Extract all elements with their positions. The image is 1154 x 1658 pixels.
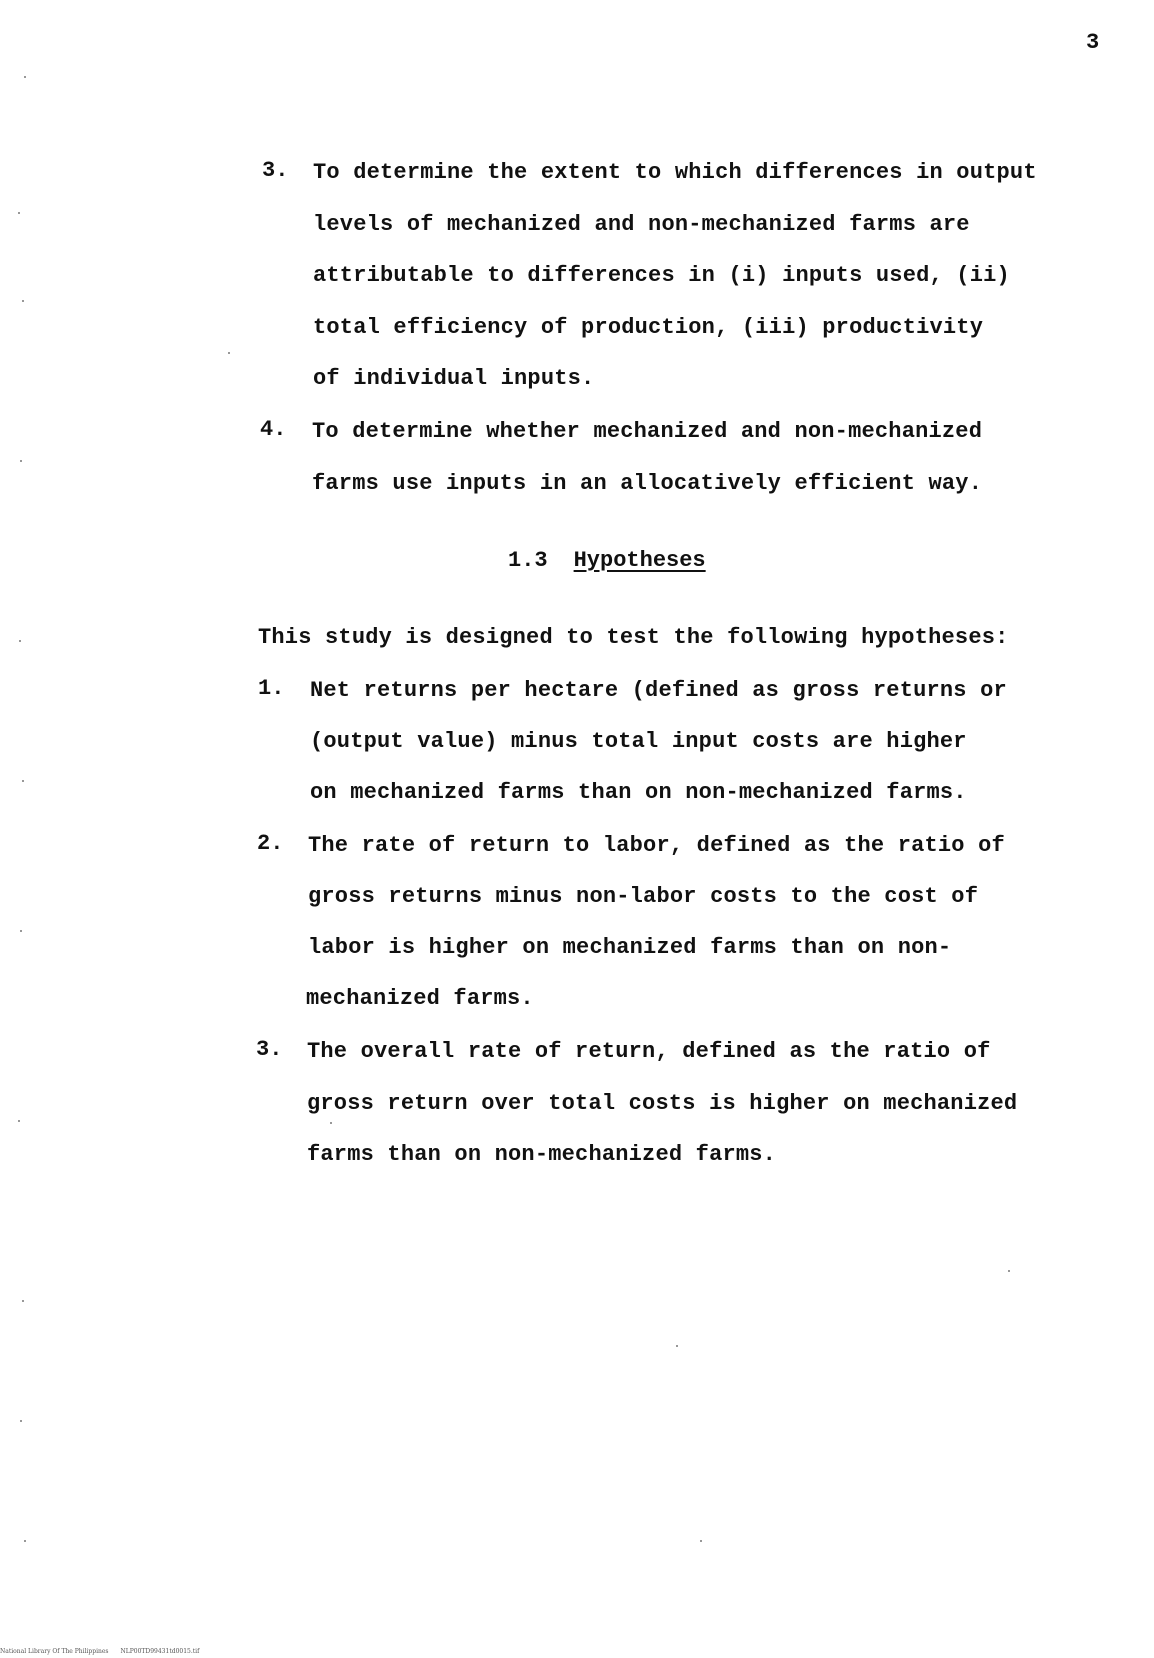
objective-line: attributable to differences in (i) inputs used, (ii) [313, 263, 1010, 288]
scan-speck [18, 1120, 20, 1122]
scan-speck [22, 300, 24, 302]
hypothesis-line: labor is higher on mechanized farms than on non- [308, 935, 952, 960]
hypothesis-number: 3. [256, 1037, 283, 1062]
objective-line: To determine whether mechanized and non-mechanized [312, 419, 983, 444]
scan-speck [676, 1345, 678, 1347]
section-title: Hypotheses [573, 548, 706, 573]
scan-speck [22, 1300, 24, 1302]
scan-speck [20, 930, 22, 932]
hypothesis-number: 2. [257, 831, 284, 856]
objective-line: of individual inputs. [313, 366, 595, 391]
hypothesis-line: gross return over total costs is higher on mechanized [307, 1091, 1018, 1116]
scan-speck [24, 1540, 26, 1542]
footer-library: National Library Of The Philippines [0, 1648, 109, 1655]
objective-line: levels of mechanized and non-mechanized farms are [313, 212, 970, 237]
hypothesis-line: The overall rate of return, defined as the ratio of [307, 1039, 991, 1064]
hypothesis-line: farms than on non-mechanized farms. [307, 1142, 777, 1167]
scan-speck [700, 1540, 702, 1542]
hypothesis-number: 1. [258, 676, 285, 701]
scan-speck [228, 352, 230, 354]
scan-speck [24, 76, 26, 78]
intro-text: This study is designed to test the following hypotheses: [258, 625, 1009, 650]
hypothesis-line: mechanized farms. [306, 986, 534, 1011]
objective-line: farms use inputs in an allocatively efficient way. [312, 471, 983, 496]
scan-speck [330, 1122, 332, 1124]
hypothesis-line: (output value) minus total input costs are higher [310, 729, 967, 754]
scan-footer [0, 1648, 199, 1655]
section-heading [508, 548, 706, 573]
scan-speck [22, 780, 24, 782]
hypothesis-line: gross returns minus non-labor costs to the cost of [308, 884, 979, 909]
scan-speck [18, 212, 20, 214]
section-number: 1.3 [508, 548, 548, 573]
footer-file: NLP00TD99431td0015.tif [120, 1648, 200, 1655]
page-number: 3 [1086, 30, 1100, 55]
scan-speck [20, 460, 22, 462]
objective-number: 4. [260, 417, 287, 442]
objective-line: To determine the extent to which differences in output [313, 160, 1037, 185]
scan-speck [19, 640, 21, 642]
scan-speck [1008, 1270, 1010, 1272]
hypothesis-line: on mechanized farms than on non-mechanized farms. [310, 780, 967, 805]
hypothesis-line: Net returns per hectare (defined as gross returns or [310, 678, 1007, 703]
hypothesis-line: The rate of return to labor, defined as the ratio of [308, 833, 1005, 858]
scan-speck [20, 1420, 22, 1422]
objective-line: total efficiency of production, (iii) productivity [313, 315, 984, 340]
objective-number: 3. [262, 158, 289, 183]
